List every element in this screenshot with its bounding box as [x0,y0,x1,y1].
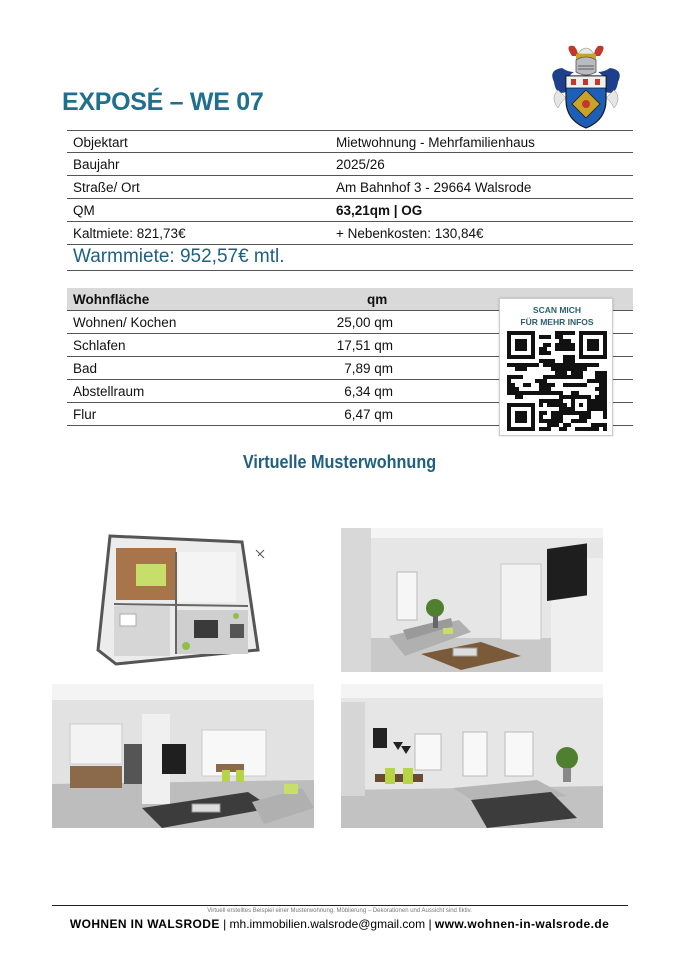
facts-label: Kaltmiete: 821,73€ [73,226,186,241]
footer-divider [52,905,628,906]
facts-row [67,130,633,153]
qr-caption-line2: FÜR MEHR INFOS [520,317,594,327]
facts-row [67,222,633,245]
facts-value: Mietwohnung - Mehrfamilienhaus [336,135,535,150]
area-room-label: Abstellraum [73,384,145,399]
warm-rent-text: Warmmiete: 952,57€ mtl. [73,246,285,267]
facts-row [67,153,633,176]
areas-header-label: Wohnfläche [73,292,150,307]
area-room-label: Bad [73,361,98,376]
warm-rent-row [67,245,633,271]
footer-brand: WOHNEN IN WALSRODE [69,917,220,931]
facts-label: QM [73,203,95,218]
living-room-image [341,528,603,672]
facts-value: + Nebenkosten: 130,84€ [336,226,484,241]
dining-living-image [341,684,603,828]
facts-label: Baujahr [73,157,120,172]
qr-code-icon [507,331,607,431]
area-size-value: 17,51 qm [336,338,393,353]
page-title: EXPOSÉ – WE 07 [62,88,264,116]
kitchen-living-image [52,684,314,828]
facts-value: 63,21qm | OG [336,203,423,218]
footer-contact-line [0,917,679,931]
qr-caption-line1: SCAN MICH [532,305,582,315]
area-room-label: Schlafen [73,338,126,353]
area-size-value: 6,34 qm [344,384,393,399]
facts-value: 2025/26 [336,157,385,172]
area-size-value: 25,00 qm [336,315,393,330]
area-size-value: 7,89 qm [344,361,393,376]
facts-label: Objektart [73,135,128,150]
areas-header-unit: qm [367,292,388,307]
gallery-title: Virtuelle Musterwohnung [242,452,437,472]
property-facts-table [67,130,633,271]
qr-code-box[interactable] [499,298,613,436]
facts-row [67,176,633,199]
floor-plan-image [52,528,314,672]
area-room-label: Wohnen/ Kochen [73,315,177,330]
footer-website-link[interactable]: www.wohnen-in-walsrode.de [434,917,610,931]
footer-email[interactable]: | mh.immobilien.walsrode@gmail.com | [223,917,432,931]
facts-label: Straße/ Ort [73,180,140,195]
footer-disclaimer: Virtuell erstelltes Beispiel einer Musterwohnung. Möblierung – Dekorationen und Aussicht sind fiktiv. [207,908,472,914]
facts-row [67,199,633,222]
area-size-value: 6,47 qm [344,407,393,422]
area-room-label: Flur [73,407,97,422]
facts-value: Am Bahnhof 3 - 29664 Walsrode [336,180,532,195]
coat-of-arms-logo [544,42,628,134]
